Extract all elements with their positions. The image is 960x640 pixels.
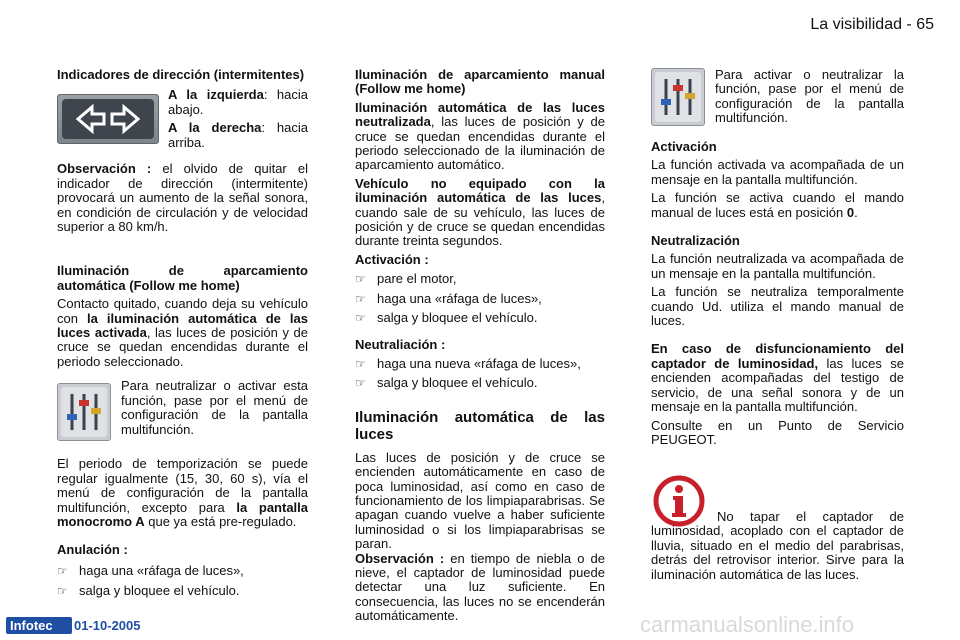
sensor-note: No tapar el captador de luminosidad, acoplado con el captador de lluvia, situado en el medio del parabrisas, detrás del retrovisor interior. Sirve para la iluminación automática de las luces. xyxy=(651,509,904,582)
list-item: ☞ salga y bloquee el vehículo. xyxy=(57,583,240,599)
list-item: ☞ salga y bloquee el vehículo. xyxy=(355,375,538,391)
malfunction-paragraph: En caso de disfuncionamiento del captador de luminosidad, las luces se encienden acompañadas del testigo de servicio, de una señal sonora y de un mensaje en la pantalla multifunción. xyxy=(651,341,904,415)
column-3 xyxy=(651,67,904,582)
activation-heading: Activación : xyxy=(355,251,429,267)
neutralization-heading: Neutralización xyxy=(651,233,740,249)
observation-label: Observación : xyxy=(57,161,152,177)
no-auto-lights-paragraph: Vehículo no equipado con la iluminación automática de las luces, cuando sale de su vehículo, las luces de posición y de cruce se quedan encendidas durante treinta segundos. xyxy=(355,175,605,249)
footer-date: 01-10-2005 xyxy=(74,618,141,633)
auto-lights-observation: Observación : en tiempo de niebla o de nieve, el captador de luminosidad puede detectar una luz suficiente. En consecuencia, las luces no se encenderán automáticamente. xyxy=(355,550,605,624)
infotec-badge xyxy=(6,617,72,634)
follow-me-auto-paragraph: Contacto quitado, cuando deja su vehículo con la iluminación automática de las luces activada, las luces de posición y de cruce se quedan encendidas durante el periodo seleccionado. xyxy=(57,296,308,369)
settings-menu-icon xyxy=(57,383,111,441)
column-1 xyxy=(57,68,308,599)
list-item: ☞ salga y bloquee el vehículo. xyxy=(355,310,538,326)
left-direction-text: : hacia abajo. xyxy=(168,87,308,117)
column-2 xyxy=(355,68,605,624)
auto-lights-off-paragraph: Iluminación automática de las luces neutralizada, las luces de posición y de cruce se quedan encendidas durante el periodo seleccionado de la iluminación de aparcamiento automático. xyxy=(355,99,605,173)
follow-me-auto-heading: Iluminación de aparcamiento automática (Follow me home) xyxy=(57,263,308,293)
neutralize-instruction: Para neutralizar o activar esta función, pase por el menú de configuración de la pantalla multifunción. xyxy=(121,378,308,437)
follow-me-manual-heading: Iluminación de aparcamiento manual (Follow me home) xyxy=(355,67,605,97)
timer-paragraph: El periodo de temporización se puede regular igualmente (15, 30, 60 s), vía el menú de configuración de la pantalla multifunción, excepto para la pantalla monocromo A que ya está pre-regulado. xyxy=(57,456,308,529)
watermark: carmanualsonline.info xyxy=(640,612,855,637)
turn-signals-heading: Indicadores de dirección (intermitentes) xyxy=(57,67,305,82)
turn-signal-arrows-icon xyxy=(57,94,159,144)
list-item: ☞ haga una nueva «ráfaga de luces», xyxy=(355,355,581,371)
consult-paragraph: Consulte en un Punto de Servicio PEUGEOT. xyxy=(651,417,904,447)
activation-paragraph-2: La función se activa cuando el mando manual de luces está en posición 0. xyxy=(651,190,904,220)
observation-text: el olvido de quitar el indicador de dirección (intermitente) provocará un aumento de la señal sonora, en condición de circulación y de velocidad superior a 80 km/h. xyxy=(57,161,308,235)
neutralization-heading: Neutraliación : xyxy=(355,336,446,352)
list-item: ☞ pare el motor, xyxy=(355,271,457,287)
neutralization-paragraph-2: La función se neutraliza temporalmente cuando Ud. utiliza el mando manual de luces. xyxy=(651,284,904,329)
settings-menu-icon xyxy=(651,68,705,126)
right-direction-label: A la derecha xyxy=(168,120,262,136)
cancel-heading: Anulación : xyxy=(57,542,128,558)
activate-instruction: Para activar o neutralizar la función, pase por el menú de configuración de la pantalla multifunción. xyxy=(715,67,904,126)
activation-paragraph-1: La función activada va acompañada de un mensaje en la pantalla multifunción. xyxy=(651,157,904,187)
auto-lights-heading: Iluminación automática de las luces xyxy=(355,408,605,443)
page-header-title: La visibilidad - 65 xyxy=(810,16,934,33)
left-direction-label: A la izquierda xyxy=(168,87,264,103)
list-item: ☞ haga una «ráfaga de luces», xyxy=(355,290,542,306)
neutralization-paragraph-1: La función neutralizada va acompañada de un mensaje en la pantalla multifunción. xyxy=(651,251,904,281)
auto-lights-paragraph: Las luces de posición y de cruce se encienden automáticamente en caso de poca luminosidad, así como en caso de funcionamiento de los limpiaparabrisas. Se apagan cuando vuelve a haber suficiente luminosidad o si los limpiaparabrisas se paran. xyxy=(355,449,605,552)
right-direction-text: : hacia arriba. xyxy=(168,120,308,150)
list-item: ☞ haga una «ráfaga de luces», xyxy=(57,562,244,578)
infotec-badge-text: Infotec xyxy=(10,618,53,633)
activation-heading: Activación xyxy=(651,139,717,154)
